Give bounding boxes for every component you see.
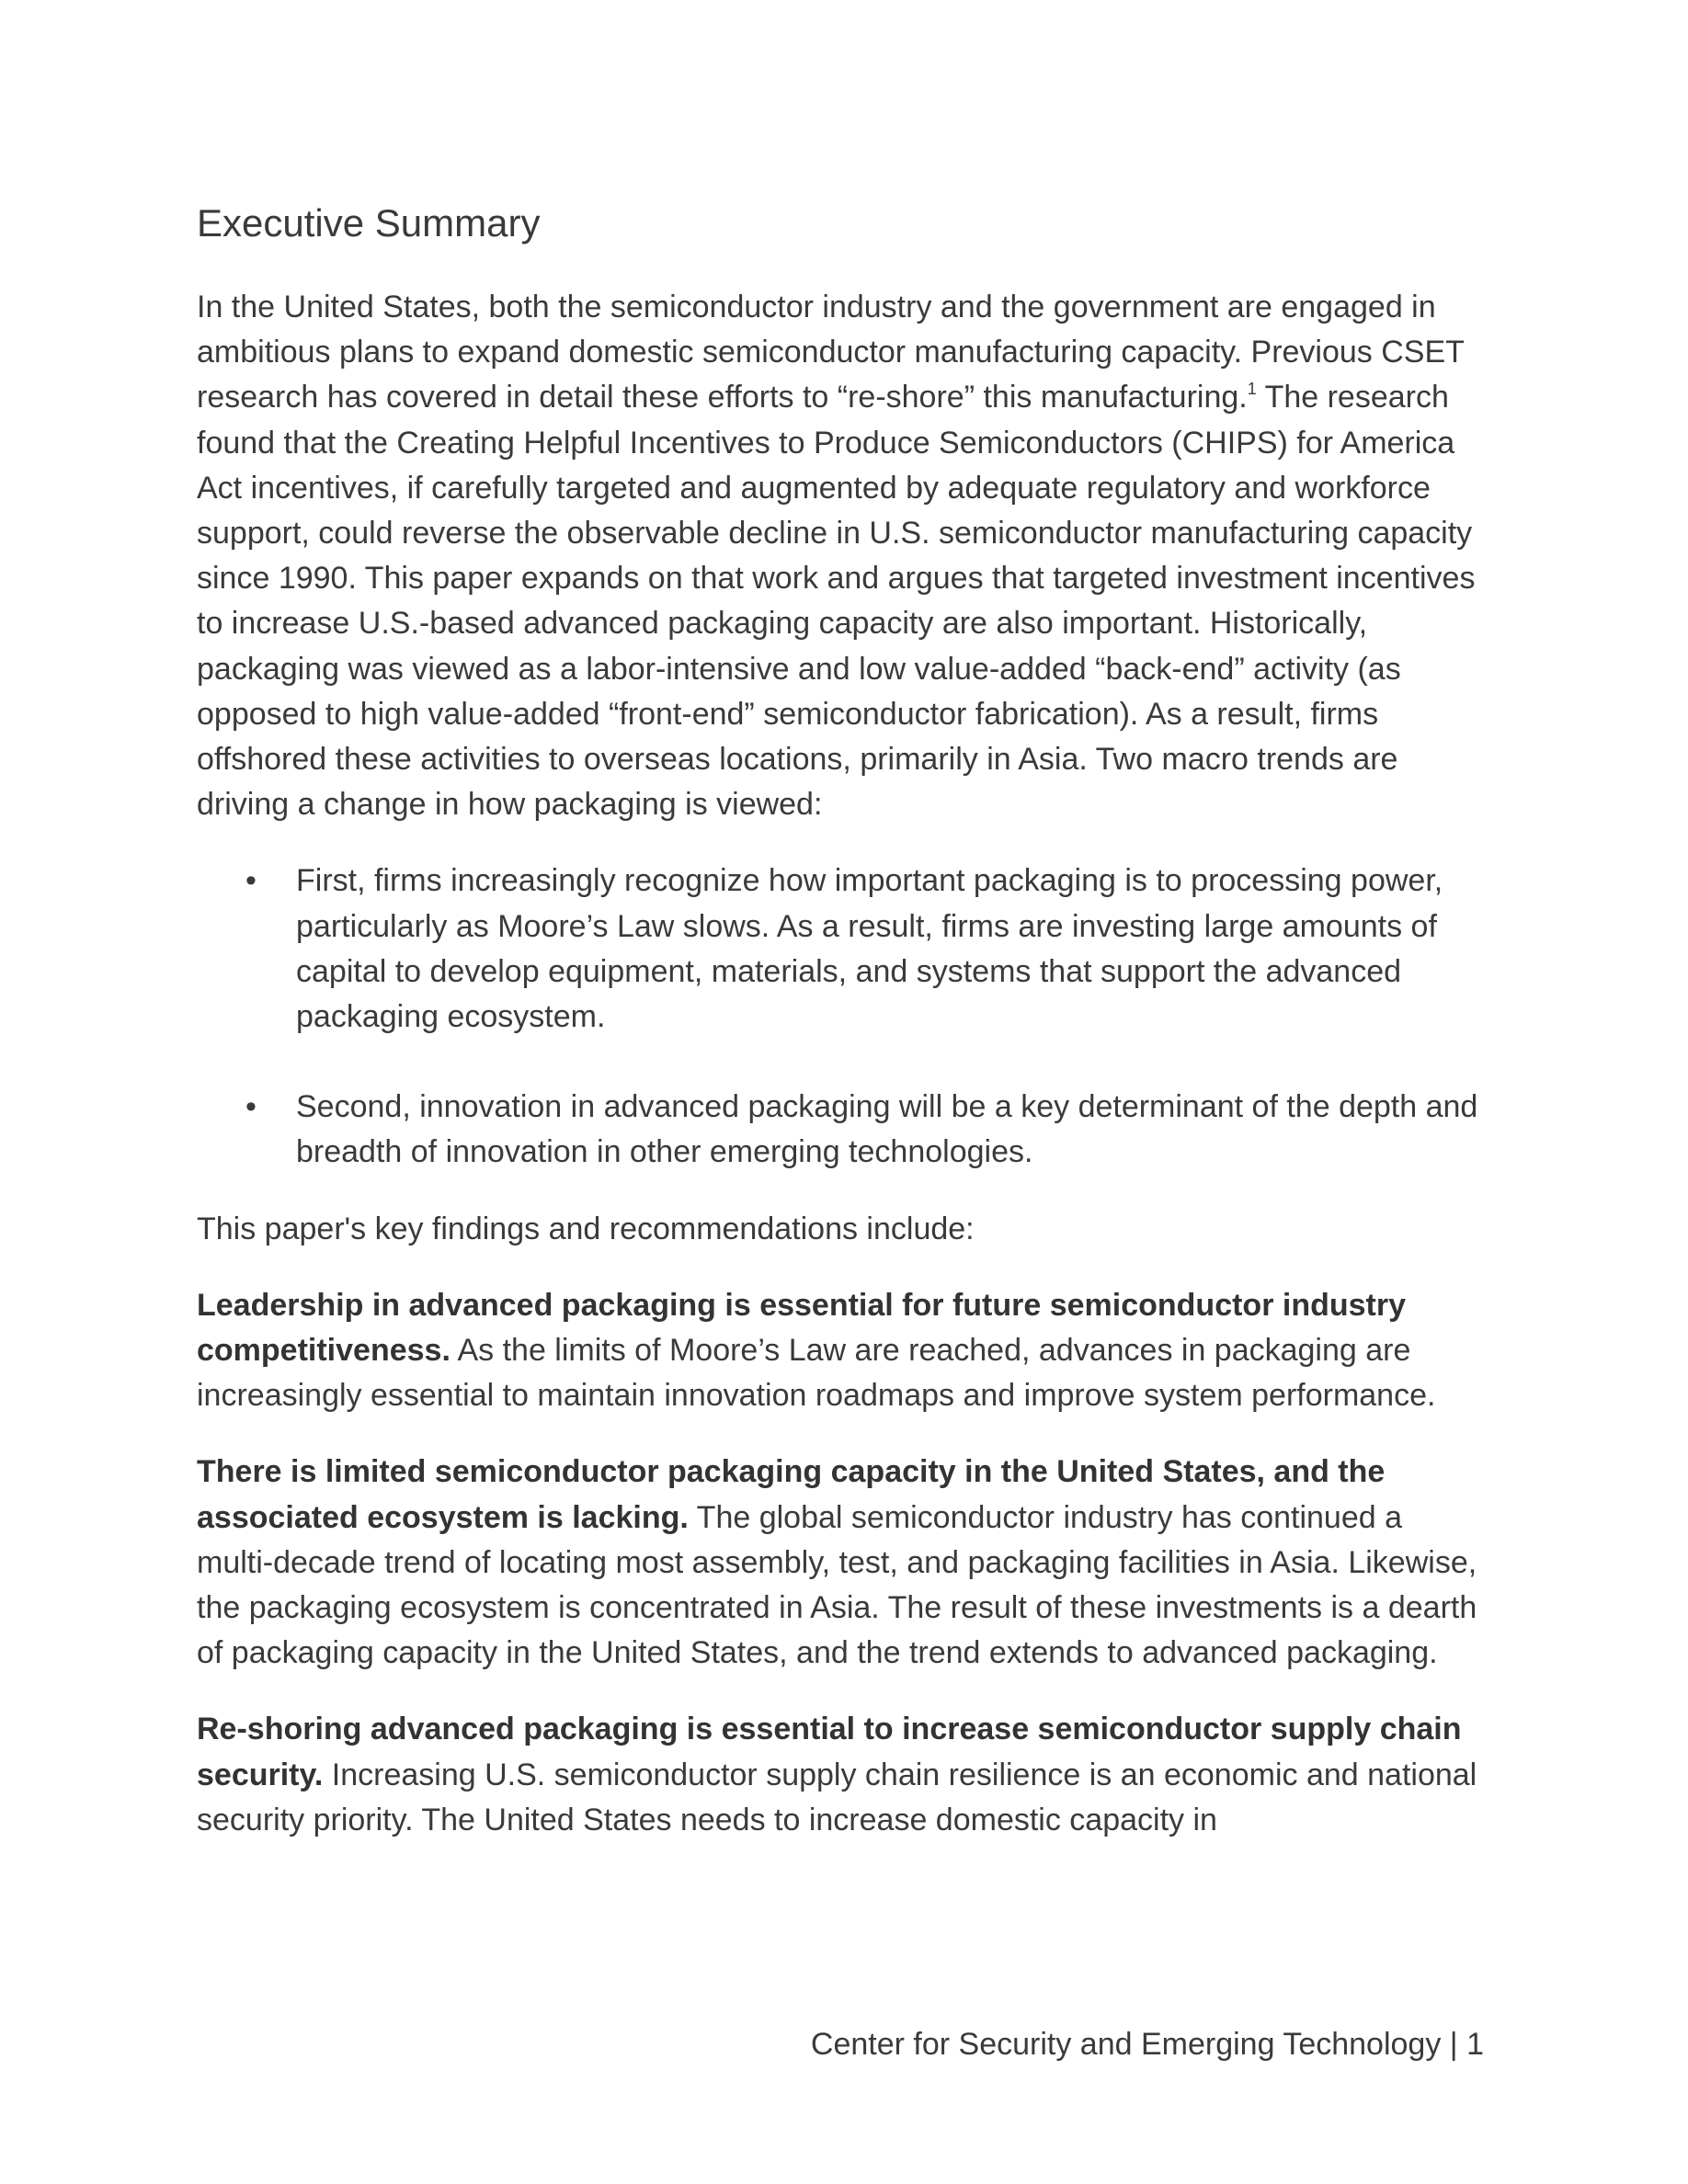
finding-text: As the limits of Moore’s Law are reached, advances in packaging are increasingly essential to maintain innovation roadmaps and improve system performance. <box>197 1333 1436 1414</box>
findings-intro: This paper's key findings and recommendations include: <box>197 1211 975 1246</box>
intro-paragraph <box>197 285 1484 827</box>
finding-text: The global semiconductor industry has continued a multi-decade trend of locating most assembly, test, and packaging facilities in Asia. Likewise, the packaging ecosystem is concentrated in Asia. The result of these investments is a dearth of packaging capacity in the United States, and the trend extends to advanced packaging. <box>197 1499 1477 1671</box>
trends-list <box>197 859 1484 1175</box>
page-title: Executive Summary <box>197 201 541 245</box>
footer-separator: | <box>1441 2027 1467 2062</box>
footnote-reference[interactable]: 1 <box>1247 380 1257 399</box>
finding-lead: There is limited semiconductor packaging capacity in the United States, and the associated ecosystem is lacking. <box>197 1454 1386 1535</box>
finding-paragraph <box>197 1283 1484 1419</box>
intro-text-part-1: In the United States, both the semiconductor industry and the government are engaged in ambitious plans to expand domestic semiconductor manufacturing capacity. Previous CSET research has covered in detail these efforts to “re-shore” this manufacturing. <box>197 290 1465 415</box>
page-number: 1 <box>1466 2027 1484 2062</box>
list-item <box>197 1085 1484 1175</box>
list-item <box>197 859 1484 1040</box>
finding-lead: Leadership in advanced packaging is essential for future semiconductor industry competitiveness. <box>197 1287 1406 1369</box>
bullet-icon: • <box>245 863 257 899</box>
finding-text: Increasing U.S. semiconductor supply chain resilience is an economic and national security priority. The United States needs to increase domestic capacity in <box>197 1757 1477 1837</box>
list-item-text: First, firms increasingly recognize how important packaging is to processing power, particularly as Moore’s Law slows. As a result, firms are investing large amounts of capital to develop equipment, materials, and systems that support the advanced packaging ecosystem. <box>296 863 1443 1035</box>
page-content <box>197 195 1484 1874</box>
finding-lead: Re-shoring advanced packaging is essential to increase semiconductor supply chain security. <box>197 1712 1462 1792</box>
intro-text-part-2: The research found that the Creating Helpful Incentives to Produce Semiconductors (CHIPS) for America Act incentives, if carefully targeted and augmented by adequate regulatory and workforce support, could reverse the observable decline in U.S. semiconductor manufacturing capacity since 1990. This paper expands on that work and argues that targeted investment incentives to increase U.S.-based advanced packaging capacity are also important. Historically, packaging was viewed as a labor-intensive and low value-added “back-end” activity (as opposed to high value-added “front-end” semiconductor fabrication). As a result, firms offshored these activities to overseas locations, primarily in Asia. Two macro trends are driving a change in how packaging is viewed: <box>197 380 1476 823</box>
finding-paragraph <box>197 1707 1484 1843</box>
bullet-icon: • <box>245 1089 257 1125</box>
page-footer <box>811 2022 1484 2067</box>
finding-paragraph <box>197 1450 1484 1676</box>
footer-org-name: Center for Security and Emerging Technology <box>810 2027 1442 2062</box>
list-item-text: Second, innovation in advanced packaging will be a key determinant of the depth and breadth of innovation in other emerging technologies. <box>296 1089 1478 1170</box>
